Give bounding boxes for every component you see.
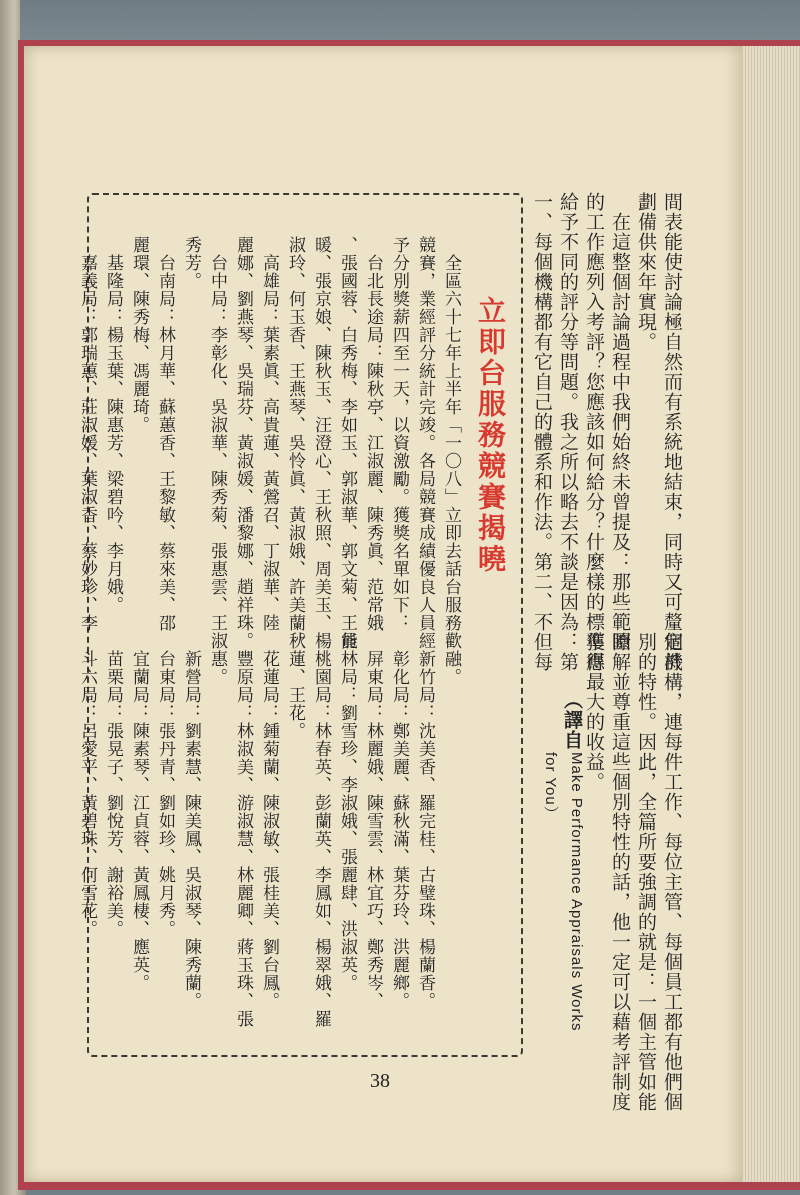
- source-title: Make Performance Appraisals Works: [568, 752, 585, 1032]
- box-col-2: 予分別獎薪四至一天，以資激勵。獲獎名單如下：: [389, 236, 409, 632]
- box-col-3: 台北長途局：陳秋亭、江淑麗、陳秀眞、范常娥: [363, 236, 383, 632]
- announcement-title: 立即台服務競賽揭曉: [474, 296, 507, 575]
- box-col-24: 淑惠。: [207, 632, 227, 686]
- box-col-18: 屏東局：林麗娥、陳雪雲、林宜巧、鄭秀岑、: [363, 632, 383, 1010]
- box-col-26: 台東局：張丹青、劉如珍、姚月秀。: [155, 632, 175, 938]
- box-col-21: 秋蓮、王花。: [285, 632, 305, 740]
- translator-note: （譯自: [561, 690, 583, 750]
- box-col-6: 淑玲、何玉香、王燕琴、吳怜眞、黃淑娥、許美蘭。: [285, 236, 305, 650]
- box-col-28: 苗栗局：張晃子、劉悅芳、謝裕美。: [103, 632, 123, 938]
- box-col-13: 基隆局：楊玉葉、陳惠芳、梁碧吟、李月娥。: [103, 236, 123, 614]
- box-col-20: 桃園局：林春英、彭蘭英、李鳳如、楊翠娥、羅: [311, 632, 331, 1028]
- box-col-5: 暖、張京娘、陳秋玉、汪澄心、王秋照、周美玉、楊: [311, 236, 331, 650]
- box-col-29: 斗六局：呂愛平、黃碧珠、何雪花。: [77, 632, 97, 938]
- box-col-11: 台南局：林月華、蘇蕙香、王黎敏、蔡來美、邵: [155, 236, 175, 632]
- box-col-8: 麗娜、劉燕琴、吳瑞芬、黃淑媛、潘黎娜、趙祥珠。: [233, 236, 253, 650]
- box-col-19: 員林局：劉雪珍、李淑娥、張麗肆、洪淑英。: [337, 632, 357, 992]
- box-col-25: 新營局：劉素慧、陳美鳳、吳淑琴、陳秀蘭。: [181, 632, 201, 1010]
- box-col-22: 花蓮局：鍾菊蘭、陳淑敏、張桂美、劉台鳳。: [259, 632, 279, 1010]
- box-col-15: 歡融。: [441, 632, 461, 686]
- box-col-27: 宜蘭局：陳素琴、江貞蓉、黃鳳棲、應英。: [129, 632, 149, 992]
- article-col-r3: 的工作應列入考評？您應該如何給分？什麼樣的標準應: [583, 192, 605, 672]
- box-col-23: 豐原局：林淑美、游淑慧、林麗卿、蔣玉珠、張: [233, 632, 253, 1028]
- article-col-l1: 別的特性。因此，全篇所要強調的就是：一個主管如能: [635, 632, 657, 1112]
- box-col-16: 新竹局：沈美香、羅完桂、古璧珠、楊蘭香。: [415, 632, 435, 1010]
- box-col-14: 嘉義局：郭瑞蕙、莊淑媛、葉淑香、蔡妙珍、李: [77, 236, 97, 632]
- box-col-4: 、張國蓉、白秀梅、李如玉、郭淑華、郭文菊、王能: [337, 236, 357, 650]
- box-col-12: 麗環、陳秀梅、馮麗琦。: [129, 236, 149, 434]
- box-col-17: 彰化局：鄭美麗、蘇秋滿、葉芬玲、洪麗鄉。: [389, 632, 409, 1010]
- article-col-r1: 劃備供來年實現。: [635, 192, 657, 352]
- article-col-r4: 給予不同的評分等問題。我之所以略去不談是因為：第: [557, 192, 579, 672]
- article-col-l3: 獲得最大的收益。: [583, 632, 605, 792]
- article-col-l2: 瞭解並尊重這些個別特性的話，他一定可以藉考評制度: [609, 632, 631, 1112]
- article-col-l0: 個機構，連每件工作、每位主管、每個員工都有他們個: [661, 632, 683, 1112]
- box-col-9: 台中局：李彰化、吳淑華、陳秀菊、張惠雲、王: [207, 236, 227, 632]
- page-number: 38: [370, 1070, 390, 1092]
- article-col-r2: 在這整個討論過程中我們始終未曾提及：那些範圍: [609, 192, 631, 652]
- page-stack-edge: [740, 46, 800, 1182]
- source-title-2: for You）: [542, 752, 559, 822]
- box-col-10: 秀芳。: [181, 236, 201, 290]
- box-col-0: 全區六十七年上半年「一〇八」立即去話台服務: [441, 236, 461, 632]
- box-col-7: 高雄局：葉素眞、高貴蓮、黃鶯召、丁淑華、陸: [259, 236, 279, 632]
- box-col-1: 競賽，業經評分統計完竣。各局競賽成績優良人員經: [415, 236, 435, 650]
- article-col-r0: 間表能使討論極自然而有系統地結束，同時又可釐定計: [661, 192, 683, 672]
- article-col-r5: 一、每個機構都有它自己的體系和作法。第二、不但每: [531, 192, 553, 672]
